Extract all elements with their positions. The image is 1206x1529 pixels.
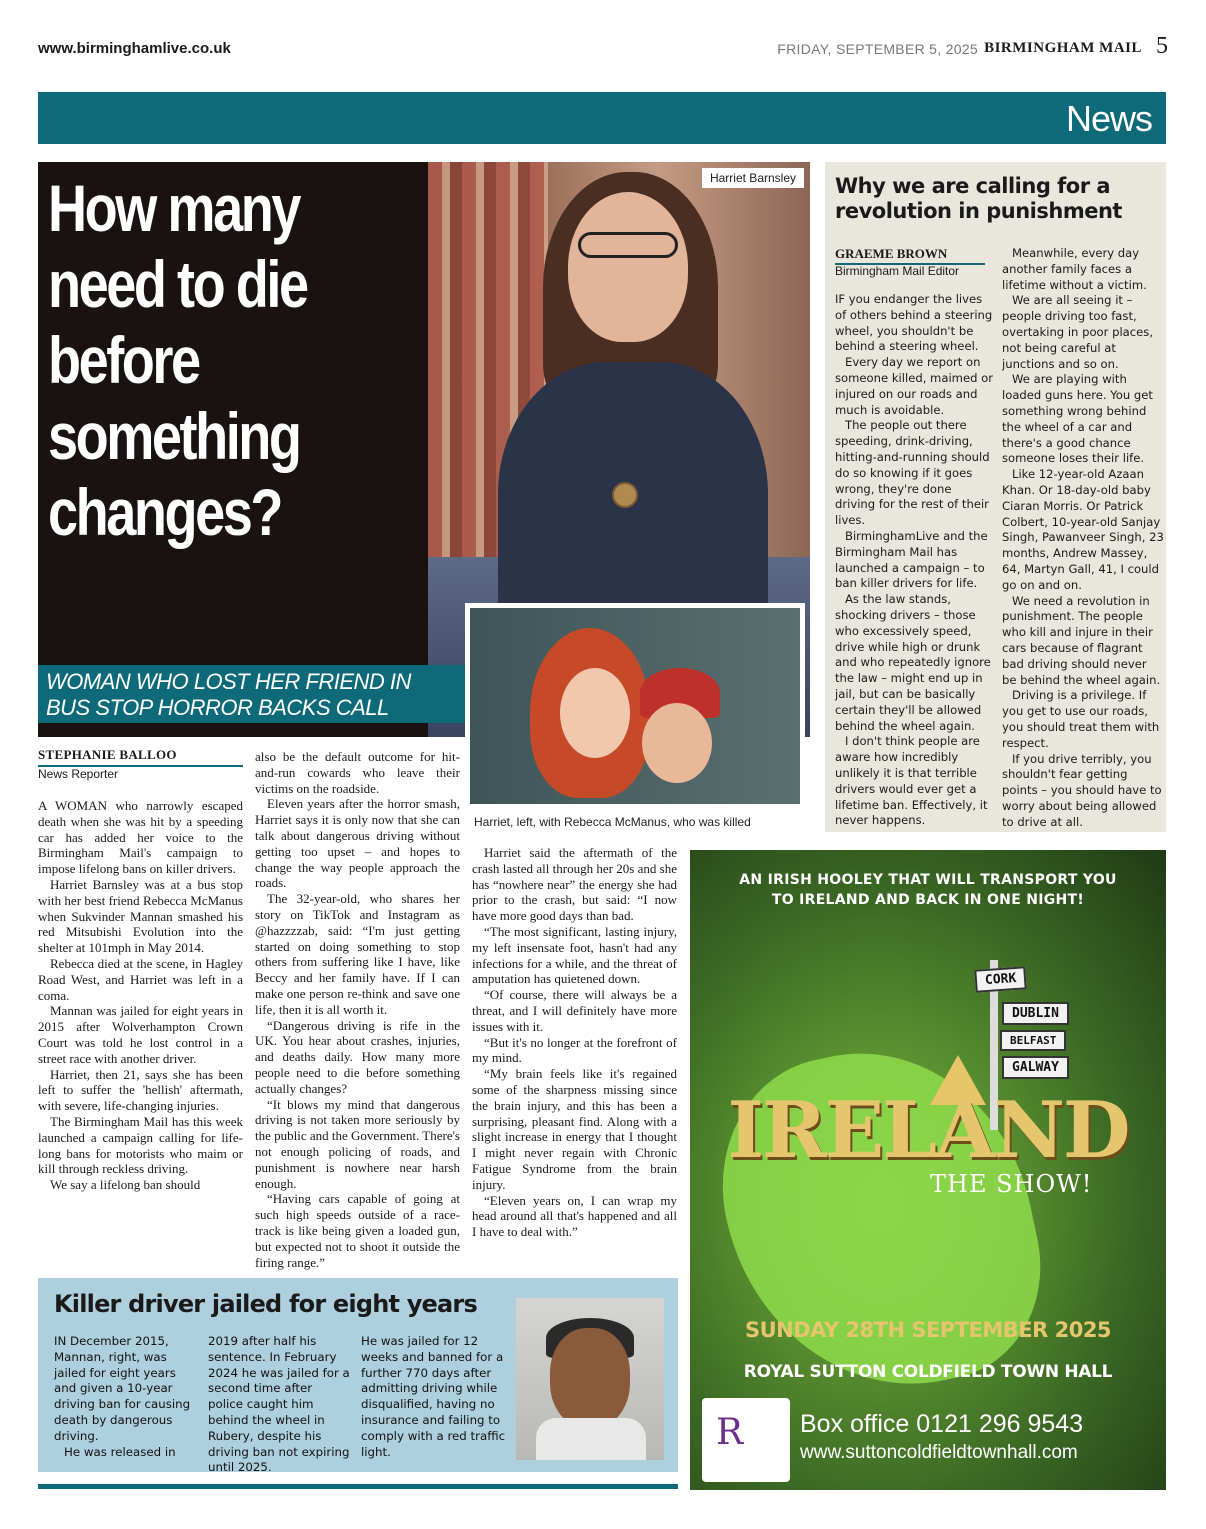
section-bar <box>38 92 1166 144</box>
paragraph: Mannan was jailed for eight years in 2015 after Wolverhampton Crown Court was told he lost control in a street race with another driver. <box>38 1003 243 1066</box>
pendant-icon <box>612 482 638 508</box>
venue-logo: R <box>702 1398 790 1482</box>
sidebar-column-1 <box>835 292 993 829</box>
factbox-column-3 <box>361 1334 511 1460</box>
advert-date: SUNDAY 28TH SEPTEMBER 2025 <box>744 1318 1112 1342</box>
inset-photo <box>465 603 805 809</box>
factbox-title: Killer driver jailed for eight years <box>54 1290 477 1318</box>
sign-cork: CORK <box>974 966 1027 993</box>
paragraph: Every day we report on someone killed, maimed or injured on our roads and much is avoidable. <box>835 355 994 417</box>
advert-tagline: AN IRISH HOOLEY THAT WILL TRANSPORT YOU TO IRELAND AND BACK IN ONE NIGHT! <box>739 872 1117 908</box>
paragraph: If you drive terribly, you shouldn't fear getting points – you should have to worry about being allowed to drive at all. <box>1002 751 1162 829</box>
paragraph: The people out there speeding, drink-driving, hitting-and-running should do so knowing if it goes wrong, they're done driving for the rest of their lives. <box>835 418 990 528</box>
paragraph: also be the default outcome for hit-and-run cowards who leave their victims on the roadside. <box>255 749 460 796</box>
paragraph: Harriet said the aftermath of the crash lasted all through her 20s and she has “nowhere near” the energy she had prior to the crash, but said: “I now have more good days than bad. <box>472 845 677 924</box>
paragraph: Harriet Barnsley was at a bus stop with her best friend Rebecca McManus when Sukvinder Mannan smashed his red Mitsubishi Evolution into the shelter at 101mph in May 2014. <box>38 876 243 956</box>
sidebar-role: Birmingham Mail Editor <box>835 264 960 278</box>
paragraph: “Having cars capable of going at such high speeds outside of a race-track is like being given a loaded gun, but expected not to shoot it outside the firing range.” <box>255 1191 460 1270</box>
factbox <box>38 1278 678 1475</box>
paragraph: The Birmingham Mail has this week launched a campaign calling for life-long bans for motorists who maim or kill through reckless driving. <box>38 1113 243 1177</box>
paragraph: Driving is a privilege. If you get to use our roads, you should treat them with respect. <box>1002 688 1160 750</box>
paragraph: “But it's no longer at the forefront of my mind. <box>472 1034 677 1066</box>
sign-dublin: DUBLIN <box>1002 1002 1069 1025</box>
paragraph: 2019 after half his sentence. In February 2024 he was jailed for a second time after police caught him behind the wheel in Rubery, despite his driving ban not expiring until 2025. <box>208 1334 350 1475</box>
venue-url[interactable]: www.suttoncoldfieldtownhall.com <box>800 1442 1078 1463</box>
section-label: News <box>1065 98 1152 139</box>
paragraph: Like 12-year-old Azaan Khan. Or 18-day-old baby Ciaran Morris. Or Patrick Colbert, 10-year-old Sanjay Singh, Pawanveer Singh, 23 months, Andrew Massey, 64, Martyn Gall, 41, I could go on and on. <box>1002 467 1164 592</box>
factbox-column-2 <box>208 1334 350 1476</box>
photo-credit: Harriet Barnsley <box>702 168 804 188</box>
factbox-column-1 <box>54 1334 194 1460</box>
paragraph: The 32-year-old, who shares her story on TikTok and Instagram as @hazzzzab, said: “I'm just getting started on doing something to stop others from suffering like I have, like Beccy and her family have. If I can make one person re-think and save one life, then it is all worth it. <box>255 891 460 1017</box>
editor-sidebar <box>825 162 1166 832</box>
paragraph: Meanwhile, every day another family faces a lifetime without a victim. <box>1002 246 1147 292</box>
paper-name: BIRMINGHAM MAIL <box>984 40 1142 56</box>
paragraph: IN December 2015, Mannan, right, was jailed for eight years and given a 10-year driving ban for causing death by dangerous driving. <box>54 1334 191 1443</box>
paragraph: Rebecca died at the scene, in Hagley Road West, and Harriet was left in a coma. <box>38 955 243 1003</box>
page-number: 5 <box>1156 33 1168 59</box>
paragraph: A WOMAN who narrowly escaped death when she was hit by a speeding car has added her voice to the Birmingham Mail's campaign to impose lifelong bans on killer drivers. <box>38 798 243 877</box>
sign-galway: GALWAY <box>1002 1056 1069 1079</box>
advert-ireland-the-show[interactable] <box>690 850 1166 1490</box>
paragraph: He was jailed for 12 weeks and banned for a further 770 days after admitting driving while disqualified, having no insurance and failing to comply with a red traffic light. <box>361 1334 506 1459</box>
article-column-1 <box>38 798 243 1193</box>
paragraph: We are all seeing it – people driving too fast, overtaking in poor places, not being careful at junctions and so on. <box>1002 293 1154 371</box>
site-url[interactable]: www.birminghamlive.co.uk <box>38 40 231 57</box>
headline: How many need to die before something changes? <box>48 171 307 549</box>
paragraph: BirminghamLive and the Birmingham Mail has launched a campaign – to ban killer drivers for life. <box>835 528 988 591</box>
paragraph: He was released in <box>64 1444 176 1459</box>
paragraph: “My brain feels like it's regained some of the sharpness missing since the brain injury, and this has been a surprising, pleasant find. Along with a slight increase in energy that I thought I might never regain with Chronic Fatigue Syndrome from the brain injury. <box>472 1066 677 1192</box>
ireland-map-icon <box>698 1023 1062 1418</box>
advert-title: IRELAND <box>727 1085 1129 1176</box>
paragraph: We are playing with loaded guns here. You get something wrong behind the wheel of a car and there's a good chance someone loses their life. <box>1002 372 1153 466</box>
box-office-phone[interactable]: Box office 0121 296 9543 <box>800 1410 1084 1438</box>
article-column-3 <box>472 845 677 1240</box>
advert-subtitle: THE SHOW! <box>930 1170 1093 1198</box>
bottom-rule <box>38 1484 678 1489</box>
standfirst: WOMAN WHO LOST HER FRIEND IN BUS STOP HORROR BACKS CALL <box>38 665 465 723</box>
article-column-2 <box>255 749 460 1270</box>
sidebar-title: Why we are calling for a revolution in punishment <box>835 174 1122 223</box>
paragraph: I don't think people are aware how incredibly unlikely it is that terrible drivers would ever get a lifetime ban. Effectively, it never happens. <box>835 734 988 828</box>
paragraph: “The most significant, lasting injury, my left insensate foot, hasn't had any infections for a while, and the threat of amputation has quietened down. <box>472 923 677 987</box>
sidebar-author: GRAEME BROWN <box>835 246 985 265</box>
advert-venue: ROYAL SUTTON COLDFIELD TOWN HALL <box>743 1362 1113 1382</box>
page-folio <box>38 33 1168 62</box>
issue-date: FRIDAY, SEPTEMBER 5, 2025 <box>777 41 978 57</box>
paragraph: “Dangerous driving is rife in the UK. You hear about crashes, injuries, and deaths daily. How many more people need to die before something actually changes? <box>255 1017 460 1096</box>
paragraph: “Eleven years on, I can wrap my head around all that's happened and all I have to deal with.” <box>472 1192 677 1240</box>
inset-caption: Harriet, left, with Rebecca McManus, who was killed <box>474 815 751 829</box>
paragraph: Eleven years after the horror smash, Harriet says it is only now that she can talk about dangerous driving without getting too upset – and hopes to change the way people approach the roads. <box>255 796 460 891</box>
byline-author: STEPHANIE BALLOO <box>38 747 243 767</box>
paragraph: We need a revolution in punishment. The people who kill and injure in their cars because of flagrant bad driving should never be behind the wheel again. <box>1002 593 1161 687</box>
mugshot-photo <box>516 1298 664 1460</box>
sign-belfast: BELFAST <box>1000 1030 1066 1051</box>
paragraph: “Of course, there will always be a threat, and I will definitely have more issues with it. <box>472 987 677 1034</box>
sidebar-column-2 <box>1002 246 1164 830</box>
paragraph: As the law stands, shocking drivers – those who excessively speed, drive while high or drunk and who repeatedly ignore the law – might end up in jail, but can be basically certain they'll be allowed behind the wheel again. <box>835 592 991 733</box>
paragraph: “It blows my mind that dangerous driving is not taken more seriously by the public and the Government. There's not enough policing of roads, and punishment is nowhere near harsh enough. <box>255 1096 460 1191</box>
byline-role: News Reporter <box>38 767 119 781</box>
paragraph: We say a lifelong ban should <box>50 1177 201 1193</box>
paragraph: IF you endanger the lives of others behind a steering wheel, you shouldn't be behind a steering wheel. <box>835 292 993 354</box>
paragraph: Harriet, then 21, says she has been left to suffer the 'hellish' aftermath, with severe, life-changing injuries. <box>38 1066 243 1114</box>
